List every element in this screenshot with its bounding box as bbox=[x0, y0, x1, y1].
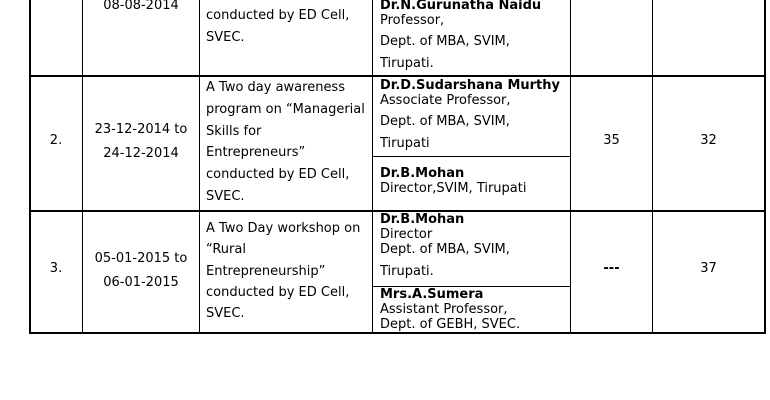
program-line: SVEC. bbox=[206, 30, 245, 45]
resource-person-line: Director bbox=[380, 227, 433, 242]
date-line: 05-01-2015 to bbox=[94, 251, 188, 266]
resource-person-line: Dept. of GEBH, SVEC. bbox=[380, 317, 521, 332]
program-line: conducted by ED Cell, bbox=[206, 285, 350, 300]
resource-person-line: Tirupati. bbox=[380, 264, 434, 279]
program-line: Entrepreneurs” bbox=[206, 145, 306, 160]
program-line: SVEC. bbox=[206, 306, 245, 321]
date-cell: 08-08-2014 bbox=[103, 0, 179, 13]
column-divider bbox=[570, 0, 571, 334]
participants-count: 32 bbox=[700, 133, 717, 148]
participants-count: 37 bbox=[700, 261, 717, 276]
program-line: program on “Managerial bbox=[206, 102, 365, 117]
resource-person-name: Dr.D.Sudarshana Murthy bbox=[380, 78, 560, 93]
resource-person-line: Dept. of MBA, SVIM, bbox=[380, 242, 510, 257]
date-line: 24-12-2014 bbox=[103, 146, 179, 161]
program-line: “Rural bbox=[206, 242, 246, 257]
row-divider bbox=[29, 75, 766, 77]
column-divider bbox=[82, 0, 83, 334]
resource-person-line: Professor, bbox=[380, 13, 445, 28]
cell-divider bbox=[372, 156, 570, 157]
resource-person-name: Dr.B.Mohan bbox=[380, 212, 465, 227]
resource-person-line: Dept. of MBA, SVIM, bbox=[380, 114, 510, 129]
program-line: A Two day awareness bbox=[206, 80, 345, 95]
participants-count: --- bbox=[603, 261, 620, 276]
resource-person-name: Mrs.A.Sumera bbox=[380, 287, 484, 302]
program-line: A Two Day workshop on bbox=[206, 221, 361, 236]
program-line: Skills for bbox=[206, 124, 262, 139]
resource-person-line: Dept. of MBA, SVIM, bbox=[380, 34, 510, 49]
column-divider bbox=[652, 0, 653, 334]
resource-person-name: Dr.N.Gurunatha Naidu bbox=[380, 0, 542, 13]
program-line: conducted by ED Cell, bbox=[206, 8, 350, 23]
serial-number: 3. bbox=[49, 261, 63, 276]
program-line: conducted by ED Cell, bbox=[206, 167, 350, 182]
resource-person-line: Assistant Professor, bbox=[380, 302, 508, 317]
resource-person-line: Tirupati bbox=[380, 136, 430, 151]
date-line: 06-01-2015 bbox=[103, 275, 179, 290]
resource-person-line: Associate Professor, bbox=[380, 93, 511, 108]
date-line: 23-12-2014 to bbox=[94, 122, 188, 137]
serial-number: 2. bbox=[49, 133, 63, 148]
column-divider bbox=[199, 0, 200, 334]
resource-person-name: Dr.B.Mohan bbox=[380, 166, 465, 181]
resource-person-line: Tirupati. bbox=[380, 56, 434, 71]
program-line: SVEC. bbox=[206, 189, 245, 204]
program-line: Entrepreneurship” bbox=[206, 264, 326, 279]
participants-count: 35 bbox=[603, 133, 620, 148]
resource-person-line: Director,SVIM, Tirupati bbox=[380, 181, 527, 196]
column-divider bbox=[372, 0, 373, 334]
